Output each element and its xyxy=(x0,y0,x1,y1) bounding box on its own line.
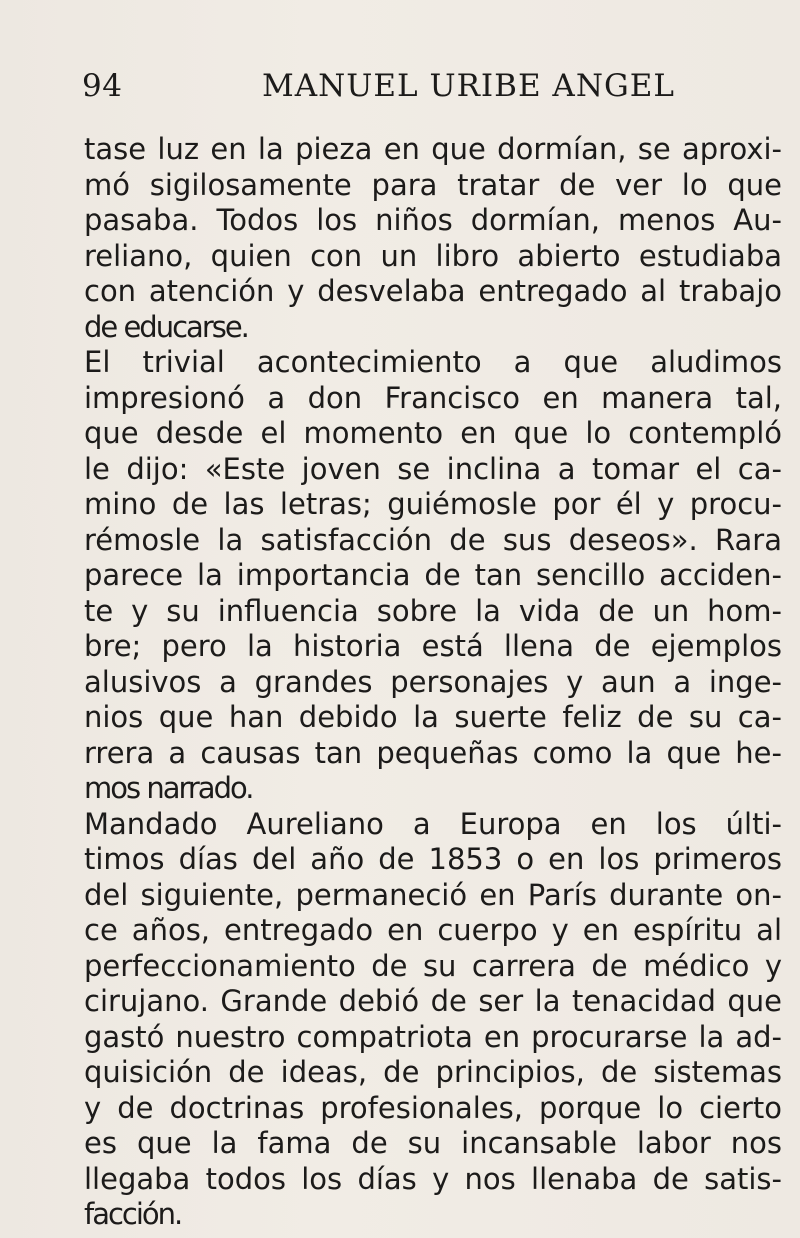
text-line: El trivial acontecimiento a que aludimos xyxy=(84,345,782,379)
text-line: tase luz en la pieza en que dormían, se aproxi- xyxy=(84,132,782,166)
running-head xyxy=(0,68,800,112)
text-line: cirujano. Grande debió de ser la tenacidad que xyxy=(84,984,782,1018)
text-line: y de doctrinas profesionales, porque lo cierto xyxy=(84,1090,782,1125)
text-line: mino de las letras; guiémosle por él y procu- xyxy=(84,487,782,521)
text-line: facción. xyxy=(84,1197,182,1231)
text-line: rémosle la satisfacción de sus deseos». Rara xyxy=(84,522,782,557)
text-line: con atención y desvelaba entregado al trabajo xyxy=(84,274,782,308)
text-line: Mandado Aureliano a Europa en los últi- xyxy=(84,806,782,841)
text-line: parece la importancia de tan sencillo acciden- xyxy=(84,558,782,592)
running-head-author: MANUEL URIBE ANGEL xyxy=(262,68,675,104)
text-line: te y su influencia sobre la vida de un hom- xyxy=(84,593,782,628)
text-line: del siguiente, permaneció en París durante on- xyxy=(84,877,782,912)
page-number: 94 xyxy=(82,68,123,104)
text-line: llegaba todos los días y nos llenaba de satis- xyxy=(84,1161,782,1196)
text-line: rrera a causas tan pequeñas como la que he- xyxy=(84,735,782,770)
text-line: mó sigilosamente para tratar de ver lo que xyxy=(84,167,782,202)
text-line: alusivos a grandes personajes y aun a inge- xyxy=(84,664,782,699)
text-line: quisición de ideas, de principios, de sistemas xyxy=(84,1055,782,1089)
text-line: es que la fama de su incansable labor nos xyxy=(84,1126,782,1160)
text-line: reliano, quien con un libro abierto estudiaba xyxy=(84,238,782,273)
text-line: bre; pero la historia está llena de ejemplos xyxy=(84,629,782,663)
text-line: timos días del año de 1853 o en los primeros xyxy=(84,842,782,876)
text-line: ce años, entregado en cuerpo y en espíritu al xyxy=(84,913,782,947)
text-line: impresionó a don Francisco en manera tal, xyxy=(84,380,782,415)
text-line: le dijo: «Este joven se inclina a tomar el ca- xyxy=(84,451,782,486)
body-text xyxy=(84,132,796,1233)
text-line: gastó nuestro compatriota en procurarse la ad- xyxy=(84,1019,782,1054)
text-line: pasaba. Todos los niños dormían, menos Au- xyxy=(84,203,782,237)
text-line: que desde el momento en que lo contempló xyxy=(84,416,782,450)
text-line: mos narrado. xyxy=(84,771,253,805)
text-line: perfeccionamiento de su carrera de médico y xyxy=(84,948,782,983)
text-line: nios que han debido la suerte feliz de su ca- xyxy=(84,700,782,734)
text-line: de educarse. xyxy=(84,309,248,344)
